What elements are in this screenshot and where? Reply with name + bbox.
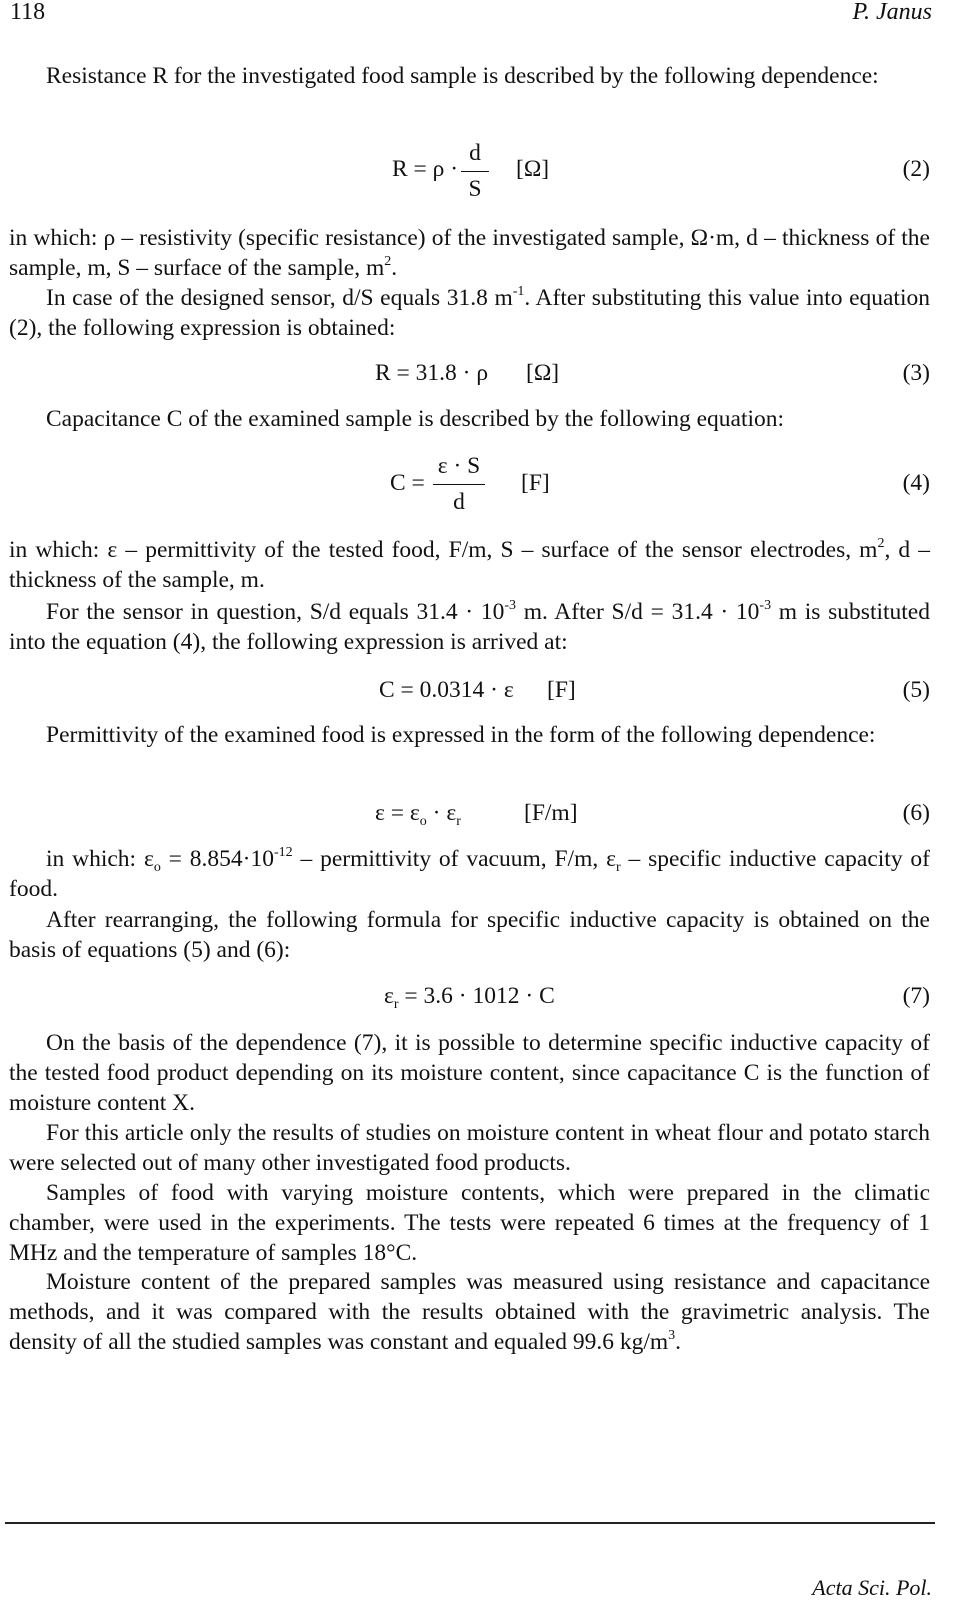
paragraph-capacitance-intro: Capacitance C of the examined sample is described by the following equation: (46, 406, 785, 432)
eq6-unit: [F/m] (524, 800, 578, 826)
eq6-expression (375, 800, 461, 827)
p8-text-a: in which: ε (46, 846, 154, 872)
p8-sub-1: o (153, 860, 161, 875)
paragraph-samples: Samples of food with varying moisture contents, which were prepared in the climatic chamber, were used in the experiments. The tests were repeated 6 times at the frequency of 1 MHz and the temperature of samples 18°C. (9, 1180, 930, 1266)
p6-sup-2: -3 (759, 598, 772, 613)
p6-sup-1: -3 (504, 598, 517, 613)
paragraph-permittivity-where (9, 844, 930, 904)
eq7-expression (384, 983, 555, 1010)
p2-tail: . (391, 255, 398, 281)
eq5-number: (5) (902, 677, 930, 703)
p8-sup: -12 (273, 845, 293, 860)
eq7-number: (7) (902, 983, 930, 1009)
eq6-sub-2: r (456, 814, 461, 829)
eq4-denominator: d (453, 489, 465, 515)
eq6-text-a: ε = ε (375, 800, 420, 826)
eq2-unit: [Ω] (516, 156, 550, 182)
p6-text-a: For the sensor in question, S/d equals 31.4 · 10 (46, 599, 505, 625)
eq7-sub: r (393, 997, 399, 1012)
running-author: P. Janus (852, 0, 932, 25)
equation-3 (9, 360, 930, 400)
equation-6 (9, 800, 930, 840)
p3-sup: -1 (512, 284, 525, 299)
p3-tail: . After substituting this value into equation (2), the following expression is obtained: (9, 285, 930, 341)
eq7-text-a: ε (384, 983, 394, 1009)
p13-tail: . (675, 1329, 682, 1355)
paragraph-resistance-where (9, 223, 930, 283)
p2-text: in which: ρ – resistivity (specific resistance) of the investigated sample, Ω·m, d – thickness of the sample, m, S – surface of the sample, m (9, 225, 930, 281)
eq4-unit: [F] (521, 470, 550, 496)
p6-text-c: m is substituted into the equation (4), the following expression is arrived at: (9, 599, 930, 655)
paragraph-moisture-measurement (9, 1267, 930, 1357)
paragraph-sensor-sd (9, 597, 930, 657)
p8-text-d: – specific inductive capacity of food. (9, 846, 931, 902)
eq2-lhs: R = ρ · (392, 156, 459, 182)
paragraph-capacitance-where (9, 535, 930, 595)
eq3-number: (3) (902, 360, 930, 386)
fraction-bar (433, 484, 485, 485)
paragraph-wheat-flour: For this article only the results of studies on moisture content in wheat flour and potato starch were selected out of many other investigated food products. (9, 1120, 930, 1176)
equation-2 (9, 140, 930, 210)
p6-text-b: m. After S/d = 31.4 · 10 (516, 599, 760, 625)
journal-footer: Acta Sci. Pol. (812, 1575, 932, 1600)
eq5-unit: [F] (547, 677, 576, 703)
eq6-text-b: · ε (426, 800, 457, 826)
eq4-number: (4) (902, 470, 930, 496)
eq7-text-b: = 3.6 · 1012 · C (398, 983, 555, 1009)
paragraph-sensor-ds (9, 283, 930, 343)
page-header (10, 0, 932, 30)
eq2-denominator: S (468, 176, 482, 202)
p5-sup: 2 (877, 536, 885, 551)
p3-text: In case of the designed sensor, d/S equals 31.8 m (46, 285, 513, 311)
fraction-bar (461, 171, 489, 172)
page-number: 118 (10, 0, 46, 25)
footer-rule (5, 1522, 935, 1524)
paragraph-dependence-7: On the basis of the dependence (7), it is possible to determine specific inductive capacity of the tested food product depending on its moisture content, since capacitance C is the function of moisture content X. (9, 1030, 930, 1116)
paragraph-permittivity-intro: Permittivity of the examined food is expressed in the form of the following dependence: (46, 722, 876, 748)
eq3-unit: [Ω] (526, 360, 560, 386)
eq6-number: (6) (902, 800, 930, 826)
eq2-fraction (461, 140, 489, 203)
eq5-expression: C = 0.0314 · ε (379, 677, 514, 703)
p5-tail: , d – thickness of the sample, m. (9, 537, 930, 593)
p5-text: in which: ε – permittivity of the tested food, F/m, S – surface of the sensor electrodes, m (9, 537, 878, 563)
p2-sup: 2 (384, 254, 392, 269)
paragraph-resistance-intro: Resistance R for the investigated food sample is described by the following dependence: (46, 63, 879, 89)
eq2-numerator: d (469, 140, 481, 166)
eq6-sub-1: o (419, 814, 427, 829)
equation-4 (9, 453, 930, 525)
equation-5 (9, 677, 930, 717)
p13-text: Moisture content of the prepared samples was measured using resistance and capacitance methods, and it was compared with the results obtained with the gravimetric analysis. The density of all the studied samples was constant and equaled 99.6 kg/m (9, 1269, 930, 1355)
p8-sub-2: r (615, 860, 621, 875)
paragraph-rearranging: After rearranging, the following formula for specific inductive capacity is obtained on the basis of equations (5) and (6): (9, 907, 930, 963)
p8-text-c: – permittivity of vacuum, F/m, ε (292, 846, 616, 872)
p13-sup: 3 (668, 1328, 676, 1343)
eq4-fraction (433, 453, 485, 516)
eq3-expression: R = 31.8 · ρ (375, 360, 489, 386)
eq2-number: (2) (902, 156, 930, 182)
p8-text-b: = 8.854·10 (160, 846, 274, 872)
eq4-lhs: C = (390, 470, 425, 496)
eq4-numerator: ε · S (437, 453, 481, 479)
equation-7 (9, 983, 930, 1023)
